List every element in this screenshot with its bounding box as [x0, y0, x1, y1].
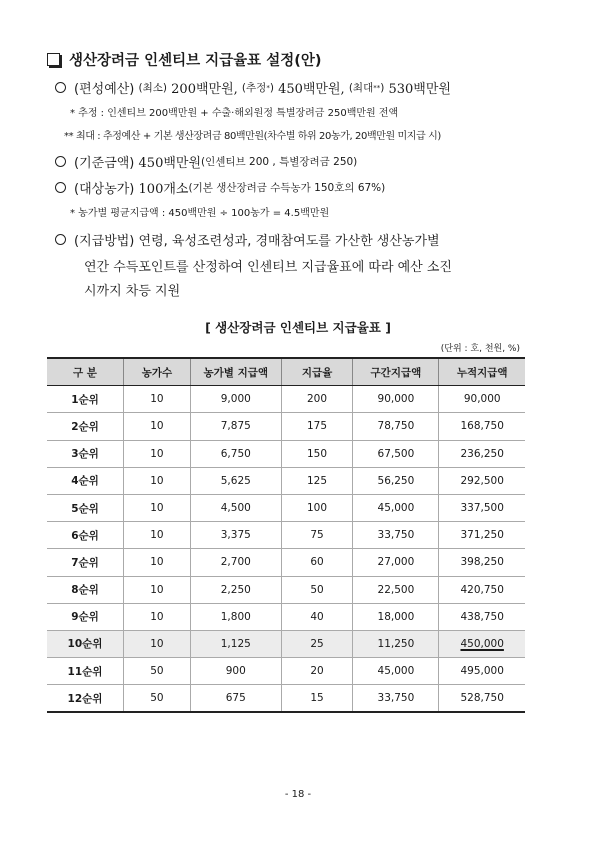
cell-section-amount: 33,750 — [353, 522, 439, 549]
cell-per-farm-amount: 7,875 — [190, 413, 281, 440]
table-row — [47, 440, 525, 467]
header-cumulative-amount: 누적지급액 — [439, 358, 525, 386]
cell-cumulative-amount: 236,250 — [439, 440, 525, 467]
budget-est-label: (추정 — [241, 82, 267, 94]
cell-cumulative-amount: 337,500 — [439, 494, 525, 521]
cell-farm-count: 50 — [123, 685, 190, 713]
cell-per-farm-amount: 3,375 — [190, 522, 281, 549]
cell-rank: 11순위 — [47, 658, 123, 685]
cell-per-farm-amount: 9,000 — [190, 386, 281, 413]
cell-section-amount: 18,000 — [353, 603, 439, 630]
cell-per-farm-amount: 675 — [190, 685, 281, 713]
cell-cumulative-amount: 371,250 — [439, 522, 525, 549]
cell-per-farm-amount: 900 — [190, 658, 281, 685]
cell-cumulative-amount: 438,750 — [439, 603, 525, 630]
cell-cumulative-amount: 168,750 — [439, 413, 525, 440]
payment-method-text-1: (지급방법) 연령, 육성조련성과, 경매참여도를 가산한 생산농가별 — [74, 234, 440, 249]
table-row — [47, 603, 525, 630]
cell-cumulative-amount: 528,750 — [439, 685, 525, 713]
table-row — [47, 494, 525, 521]
table-row — [47, 522, 525, 549]
payment-method-line — [55, 230, 440, 249]
table-unit: (단위 : 호, 천원, %) — [440, 344, 520, 354]
budget-line: (편성예산) (최소) 200백만원, (추정 * ) 450백만원, (최대 ** ) 530백만원 — [55, 78, 451, 97]
budget-est-close: ) — [269, 81, 274, 94]
cell-farm-count: 10 — [123, 467, 190, 494]
cell-rate: 25 — [281, 630, 353, 657]
cell-rank: 8순위 — [47, 576, 123, 603]
cell-cumulative-amount: 292,500 — [439, 467, 525, 494]
table-title: [ 생산장려금 인센티브 지급율표 ] — [205, 320, 391, 335]
cell-rank: 5순위 — [47, 494, 123, 521]
table-header-row — [47, 358, 525, 386]
note-maximum: ** 최대 : 추정예산 + 기본 생산장려금 80백만원(차수별 하위 20농가, 20백만원 미지급 시) — [64, 131, 441, 142]
cell-section-amount: 67,500 — [353, 440, 439, 467]
base-amount-line — [55, 152, 357, 171]
table-row — [47, 685, 525, 713]
cell-per-farm-amount: 1,800 — [190, 603, 281, 630]
incentive-rate-table — [47, 357, 525, 713]
cell-cumulative-amount: 90,000 — [439, 386, 525, 413]
cell-section-amount: 45,000 — [353, 494, 439, 521]
table-row — [47, 386, 525, 413]
cell-farm-count: 10 — [123, 549, 190, 576]
payment-method-text-3: 시까지 차등 지원 — [84, 284, 181, 299]
cell-rate: 15 — [281, 685, 353, 713]
target-farms-line — [55, 178, 385, 197]
circle-bullet-icon — [55, 156, 66, 167]
header-category: 구 분 — [47, 358, 123, 386]
header-per-farm-amount: 농가별 지급액 — [190, 358, 281, 386]
cell-rate: 175 — [281, 413, 353, 440]
table-row — [47, 576, 525, 603]
note-average: * 농가별 평균지급액 : 450백만원 ÷ 100농가 = 4.5백만원 — [70, 208, 330, 219]
target-farms-detail: (기본 생산장려금 수득농가 150호의 67%) — [188, 182, 386, 194]
cell-per-farm-amount: 2,700 — [190, 549, 281, 576]
cell-cumulative-amount: 450,000 — [439, 630, 525, 657]
cell-rank: 4순위 — [47, 467, 123, 494]
table-row — [47, 658, 525, 685]
cell-per-farm-amount: 6,750 — [190, 440, 281, 467]
cell-farm-count: 10 — [123, 413, 190, 440]
cell-cumulative-amount: 495,000 — [439, 658, 525, 685]
cell-rate: 50 — [281, 576, 353, 603]
cell-section-amount: 33,750 — [353, 685, 439, 713]
cell-per-farm-amount: 5,625 — [190, 467, 281, 494]
cell-farm-count: 10 — [123, 440, 190, 467]
cell-rate: 200 — [281, 386, 353, 413]
header-farm-count: 농가수 — [123, 358, 190, 386]
cell-farm-count: 10 — [123, 522, 190, 549]
cell-cumulative-amount: 398,250 — [439, 549, 525, 576]
cell-section-amount: 90,000 — [353, 386, 439, 413]
cell-per-farm-amount: 4,500 — [190, 494, 281, 521]
table-row — [47, 413, 525, 440]
base-amount-label: (기준금액) — [74, 156, 135, 171]
cell-section-amount: 45,000 — [353, 658, 439, 685]
cell-per-farm-amount: 2,250 — [190, 576, 281, 603]
budget-min-value: 200백만원, — [171, 82, 238, 97]
cell-rank: 7순위 — [47, 549, 123, 576]
cell-rank: 1순위 — [47, 386, 123, 413]
cell-farm-count: 10 — [123, 386, 190, 413]
cell-rank: 3순위 — [47, 440, 123, 467]
cell-farm-count: 10 — [123, 494, 190, 521]
cell-rate: 150 — [281, 440, 353, 467]
circle-bullet-icon — [55, 82, 66, 93]
circle-bullet-icon — [55, 234, 66, 245]
header-section-amount: 구간지급액 — [353, 358, 439, 386]
payment-method-text-2: 연간 수득포인트를 산정하여 인센티브 지급율표에 따라 예산 소진 — [84, 260, 452, 275]
target-farms-label: (대상농가) — [74, 182, 135, 197]
cell-section-amount: 78,750 — [353, 413, 439, 440]
base-amount-detail: (인센티브 200 , 특별장려금 250) — [201, 156, 358, 168]
table-row — [47, 630, 525, 657]
cell-rank: 9순위 — [47, 603, 123, 630]
cell-rank: 2순위 — [47, 413, 123, 440]
table-row — [47, 467, 525, 494]
circle-bullet-icon — [55, 182, 66, 193]
note-estimate: * 추정 : 인센티브 200백만원 + 수출·해외원정 특별장려금 250백만원 전액 — [70, 108, 399, 119]
cell-rate: 100 — [281, 494, 353, 521]
budget-min-label: (최소) — [138, 82, 168, 94]
cell-rank: 6순위 — [47, 522, 123, 549]
base-amount-value: 450백만원 — [138, 156, 202, 171]
cell-rate: 125 — [281, 467, 353, 494]
cell-farm-count: 10 — [123, 576, 190, 603]
section-title-text: 생산장려금 인센티브 지급율표 설정(안) — [69, 53, 322, 69]
cell-rate: 60 — [281, 549, 353, 576]
budget-max-value: 530백만원 — [388, 82, 451, 97]
cell-per-farm-amount: 1,125 — [190, 630, 281, 657]
cell-section-amount: 22,500 — [353, 576, 439, 603]
cell-farm-count: 50 — [123, 658, 190, 685]
cell-section-amount: 56,250 — [353, 467, 439, 494]
budget-label: (편성예산) — [74, 82, 135, 97]
budget-est-value: 450백만원, — [278, 82, 345, 97]
cell-cumulative-amount: 420,750 — [439, 576, 525, 603]
cell-rank: 12순위 — [47, 685, 123, 713]
cell-rate: 40 — [281, 603, 353, 630]
cell-rate: 75 — [281, 522, 353, 549]
budget-max-label: (최대 — [348, 82, 374, 94]
table-row — [47, 549, 525, 576]
target-farms-value: 100개소 — [138, 182, 189, 197]
checkbox-square-icon — [47, 53, 60, 66]
cell-rate: 20 — [281, 658, 353, 685]
section-title — [47, 49, 322, 70]
budget-max-close: ) — [380, 81, 385, 94]
cell-farm-count: 10 — [123, 630, 190, 657]
page-number: - 18 - — [284, 789, 312, 800]
cell-section-amount: 11,250 — [353, 630, 439, 657]
cell-rank: 10순위 — [47, 630, 123, 657]
header-rate: 지급율 — [281, 358, 353, 386]
cell-section-amount: 27,000 — [353, 549, 439, 576]
cell-farm-count: 10 — [123, 603, 190, 630]
